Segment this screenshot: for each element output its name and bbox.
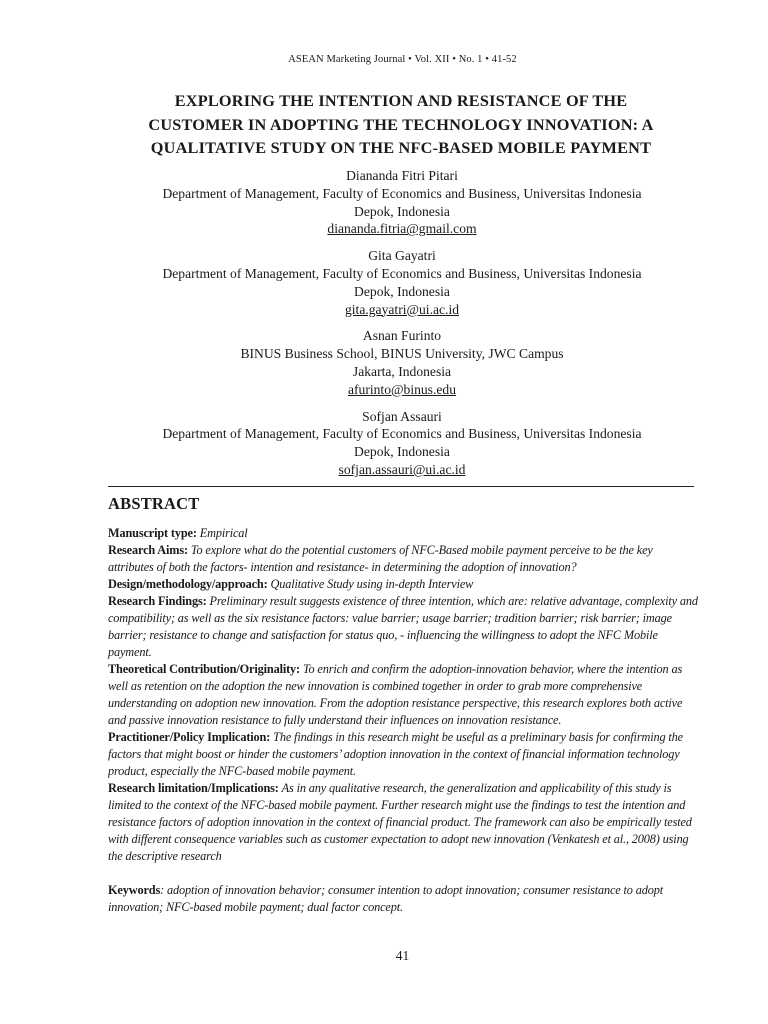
- abstract-heading: ABSTRACT: [108, 494, 200, 513]
- author-location: Jakarta, Indonesia: [352, 363, 452, 379]
- author-block: [80, 327, 724, 398]
- section-text: Empirical: [199, 526, 248, 540]
- title-line-1: EXPLORING THE INTENTION AND RESISTANCE OF THE: [174, 91, 628, 110]
- author-location: Depok, Indonesia: [354, 283, 450, 299]
- section-label: Theoretical Contribution/Originality:: [108, 662, 300, 676]
- section-text: To enrich and confirm the adoption-innovation behavior, where the intention as well as retention on the adoption the new innovation is combined together in order to grab more comprehensive understanding on adoption new innovation. From the adoption resistance perspective, this research explores both active and passive innovation resistance to fully understand their influences on innovation resistance.: [108, 662, 683, 727]
- section-label: Research Findings:: [108, 594, 207, 608]
- section-text: The findings in this research might be useful as a preliminary basis for confirming the factors that might boost or hinder the customers’ adoption innovation in the context of financial information technology product, especially the NFC-based mobile payment.: [108, 730, 683, 778]
- abstract-body: [108, 525, 698, 916]
- author-email-link[interactable]: sofjan.assauri@ui.ac.id: [338, 461, 466, 477]
- author-name: Diananda Fitri Pitari: [346, 168, 458, 183]
- running-header: ASEAN Marketing Journal • Vol. XII • No. 1 • 41-52: [288, 54, 517, 65]
- author-location: Depok, Indonesia: [354, 203, 450, 219]
- page-number: 41: [395, 948, 410, 963]
- author-email-link[interactable]: afurinto@binus.edu: [347, 381, 457, 397]
- section-label: Research Aims:: [108, 543, 188, 557]
- section-text: As in any qualitative research, the generalization and applicability of this study is limited to the context of the NFC-based mobile payment. Further research might use the findings to test the intention and resistance factors of adoption innovation in the context of financial product. The framework can also be empirically tested with different consequence variables such as customer expectation to adopt new innovation (Venkatesh et al., 2008) using the descriptive research: [108, 781, 692, 863]
- section-text: Qualitative Study using in-depth Interview: [270, 577, 474, 591]
- title-line-3: QUALITATIVE STUDY ON THE NFC-BASED MOBILE PAYMENT: [150, 138, 652, 157]
- section-label: Manuscript type:: [108, 526, 197, 540]
- abstract-practitioner-implication: [108, 729, 698, 780]
- abstract-research-findings: [108, 593, 698, 661]
- title-line-2: CUSTOMER IN ADOPTING THE TECHNOLOGY INNOVATION: A: [148, 114, 654, 134]
- author-block: [80, 167, 724, 238]
- section-divider: [108, 486, 694, 487]
- abstract-theoretical-contribution: [108, 661, 698, 729]
- section-text: To explore what do the potential customers of NFC-Based mobile payment perceive to be the key attributes of both the factors- intention and resistance- in determining the adoption of innovation?: [108, 543, 653, 574]
- author-name: Gita Gayatri: [368, 248, 436, 264]
- author-block: [80, 247, 724, 318]
- abstract-research-aims: [108, 542, 698, 576]
- author-name: Asnan Furinto: [362, 328, 442, 344]
- section-label: Research limitation/Implications:: [108, 781, 279, 795]
- author-block: [80, 408, 724, 479]
- section-label: Design/methodology/approach:: [108, 577, 268, 591]
- section-text: Preliminary result suggests existence of three intention, which are: relative advantage, complexity and compatibility; as well as the six resistance factors: value barrier; usage barrier; tradition barrier; risk barrier; image barrier; resistance to change and satisfaction for status quo, - influencing the willingness to adopt the NFC Mobile payment.: [108, 594, 698, 659]
- section-label: Practitioner/Policy Implication:: [108, 730, 271, 744]
- author-affiliation: Department of Management, Faculty of Economics and Business, Universitas Indonesia: [162, 185, 642, 201]
- keywords-text: : adoption of innovation behavior; consumer intention to adopt innovation; consumer resistance to adopt innovation; NFC-based mobile payment; dual factor concept.: [108, 883, 663, 914]
- author-affiliation: BINUS Business School, BINUS University, JWC Campus: [240, 346, 564, 362]
- abstract-design-methodology: [108, 576, 698, 593]
- author-email-link[interactable]: diananda.fitria@gmail.com: [327, 221, 477, 237]
- author-name: Sofjan Assauri: [362, 408, 442, 424]
- abstract-manuscript-type: [108, 525, 698, 542]
- author-affiliation: Department of Management, Faculty of Economics and Business, Universitas Indonesia: [162, 426, 642, 442]
- abstract-research-limitation: [108, 780, 698, 865]
- keywords-label: Keywords: [108, 883, 161, 897]
- author-email-link[interactable]: gita.gayatri@ui.ac.id: [344, 301, 460, 317]
- abstract-keywords: [108, 882, 698, 916]
- author-affiliation: Department of Management, Faculty of Economics and Business, Universitas Indonesia: [162, 265, 642, 281]
- article-title: [100, 89, 702, 160]
- author-list: [80, 167, 724, 488]
- author-location: Depok, Indonesia: [354, 444, 450, 460]
